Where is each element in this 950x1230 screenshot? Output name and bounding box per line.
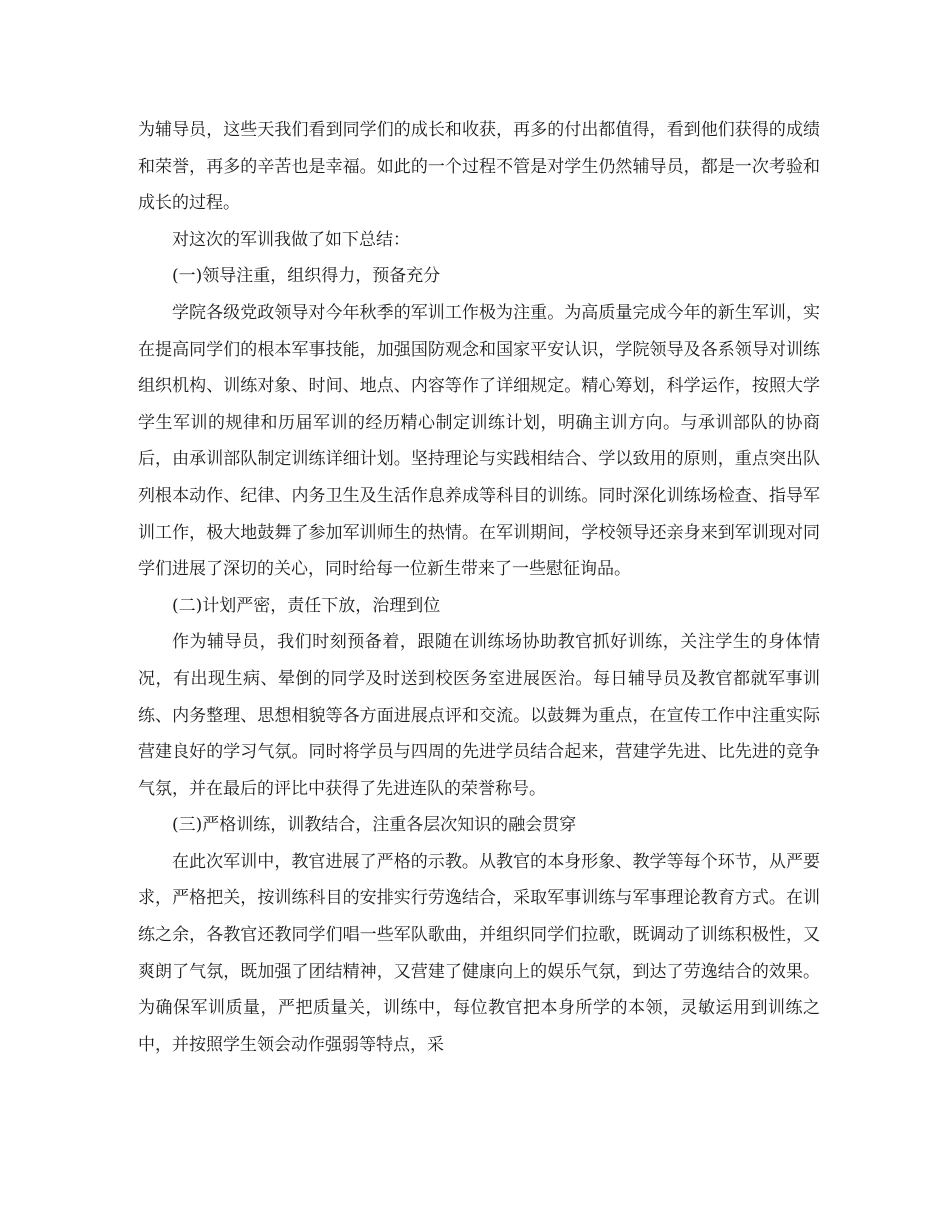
paragraph-continuation: 为辅导员，这些天我们看到同学们的成长和收获，再多的付出都值得，看到他们获得的成绩和荣誉，再多的辛苦也是幸福。如此的一个过程不管是对学生仍然辅导员，都是一次考验和成长的过程。 [138,120,820,214]
paragraph-summary-intro: 对这次的军训我做了如下总结： [172,229,410,250]
section-heading-1: (一)领导注重，组织得力，预备充分 [172,266,441,287]
paragraph-section-2: 作为辅导员，我们时刻预备着，跟随在训练场协助教官抓好训练，关注学生的身体情况，有出现生病、晕倒的同学及时送到校医务室进展医治。每日辅导员及教官都就军事训练、内务整理、思想相貌等各方面进展点评和交流。以鼓舞为重点，在宣传工作中注重实际营建良好的学习气氛。同时将学员与四周的先进学员结合起来，营建学先进、比先进的竞争气氛，并在最后的评比中获得了先进连队的荣誉称号。 [138,632,820,799]
document-body [138,112,820,1063]
section-heading-2: (二)计划严密，责任下放，治理到位 [172,595,441,616]
paragraph-section-3: 在此次军训中，教官进展了严格的示教。从教官的本身形象、教学等每个环节，从严要求，严格把关，按训练科目的安排实行劳逸结合，采取军事训练与军事理论教育方式。在训练之余，各教官还教同学们唱一些军队歌曲，并组织同学们拉歌，既调动了训练积极性，又爽朗了气氛，既加强了团结精神，又营建了健康向上的娱乐气氛，到达了劳逸结合的效果。为确保军训质量，严把质量关，训练中，每位教官把本身所学的本领，灵敏运用到训练之中，并按照学生领会动作强弱等特点，采 [138,851,820,1055]
section-heading-3: (三)严格训练，训教结合，注重各层次知识的融会贯穿 [172,815,577,836]
paragraph-section-1: 学院各级党政领导对今年秋季的军训工作极为注重。为高质量完成今年的新生军训，实在提高同学们的根本军事技能，加强国防观念和国家平安认识，学院领导及各系领导对训练组织机构、训练对象、时间、地点、内容等作了详细规定。精心筹划，科学运作，按照大学学生军训的规律和历届军训的经历精心制定训练计划，明确主训方向。与承训部队的协商后，由承训部队制定训练详细计划。坚持理论与实践相结合、学以致用的原则，重点突出队列根本动作、纪律、内务卫生及生活作息养成等科目的训练。同时深化训练场检查、指导军训工作，极大地鼓舞了参加军训师生的热情。在军训期间，学校领导还亲身来到军训现对同学们进展了深切的关心，同时给每一位新生带来了一些慰征询品。 [138,302,820,580]
